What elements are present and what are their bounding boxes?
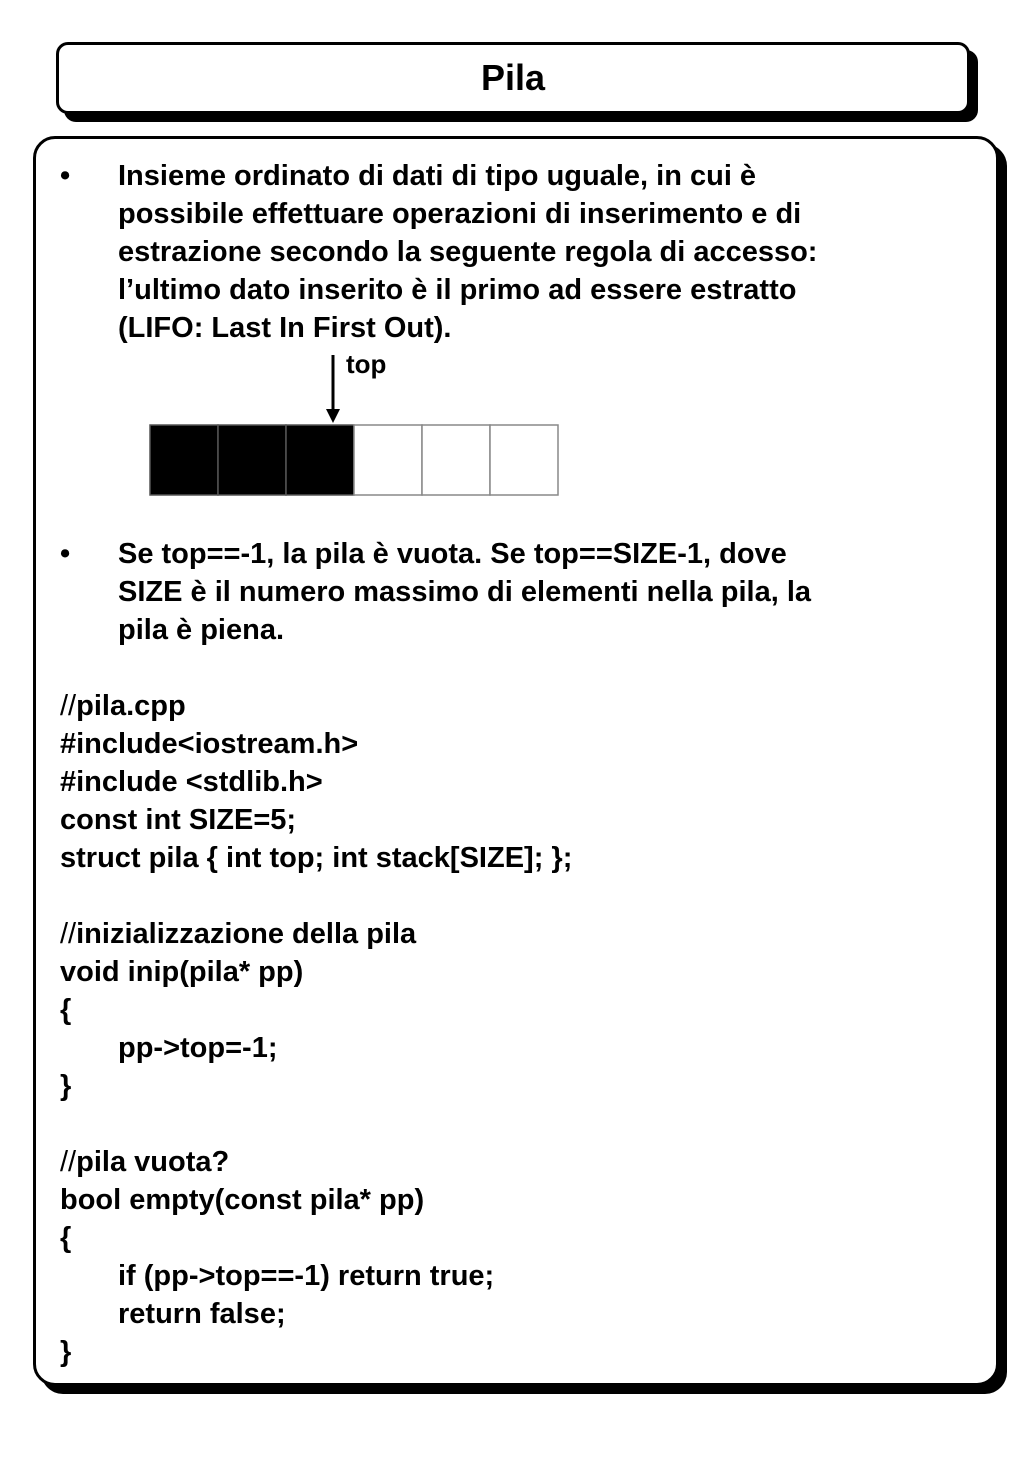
bullet-line: possibile effettuare operazioni di inserimento e di: [118, 198, 802, 230]
code-comment-line: [60, 1143, 572, 1181]
comment-prefix: //: [60, 918, 77, 950]
code-listing: [60, 687, 572, 1371]
top-pointer-label: top: [346, 349, 387, 379]
code-line: const int SIZE=5;: [60, 804, 297, 836]
comment-text: inizializzazione della pila: [76, 918, 417, 950]
content-box: [33, 136, 999, 1386]
code-comment-line: [60, 915, 572, 953]
stack-cell-empty: [354, 425, 422, 495]
comment-text: pila.cpp: [76, 690, 186, 722]
code-line: void inip(pila* pp): [60, 956, 304, 988]
code-line: bool empty(const pila* pp): [60, 1184, 425, 1216]
bullet-text: [118, 535, 960, 649]
comment-prefix: //: [60, 690, 77, 722]
comment-prefix: //: [60, 1146, 77, 1178]
bullet-line: estrazione secondo la seguente regola di accesso:: [118, 236, 818, 268]
bullet-top-conditions: [60, 535, 960, 649]
bullet-lifo-definition: [60, 157, 960, 347]
comment-text: pila vuota?: [76, 1146, 230, 1178]
bullet-line: SIZE è il numero massimo di elementi nella pila, la: [118, 576, 811, 608]
code-line: return false;: [118, 1298, 286, 1330]
code-comment-line: [60, 687, 572, 725]
bullet-text: [118, 157, 960, 347]
code-blank-line: [60, 1105, 572, 1143]
page-title: Pila: [480, 57, 546, 98]
stack-cell-empty: [490, 425, 558, 495]
code-blank-line: [60, 877, 572, 915]
stack-diagram: [148, 349, 568, 509]
stack-cells: [150, 425, 558, 495]
stack-cell-filled: [150, 425, 218, 495]
bullet-line: (LIFO: Last In First Out).: [118, 312, 452, 344]
bullet-line: Se top==-1, la pila è vuota. Se top==SIZE-1, dove: [118, 538, 787, 570]
code-line: }: [60, 1336, 72, 1368]
code-line: pp->top=-1;: [118, 1032, 278, 1064]
stack-cell-filled: [218, 425, 286, 495]
code-line: {: [60, 994, 72, 1026]
code-line: {: [60, 1222, 72, 1254]
code-line: if (pp->top==-1) return true;: [118, 1260, 495, 1292]
bullet-line: Insieme ordinato di dati di tipo uguale, in cui è: [118, 160, 757, 192]
title-box: [56, 42, 970, 114]
bullet-line: l’ultimo dato inserito è il primo ad essere estratto: [118, 274, 797, 306]
code-line: #include<iostream.h>: [60, 728, 359, 760]
stack-cell-empty: [422, 425, 490, 495]
bullet-line: pila è piena.: [118, 614, 284, 646]
bullet-marker: •: [60, 160, 71, 192]
code-line: }: [60, 1070, 72, 1102]
code-line: struct pila { int top; int stack[SIZE]; };: [60, 842, 573, 874]
stack-cell-filled: [286, 425, 354, 495]
bullet-marker: •: [60, 538, 71, 570]
code-line: #include <stdlib.h>: [60, 766, 323, 798]
top-pointer-arrow-head: [326, 409, 340, 423]
